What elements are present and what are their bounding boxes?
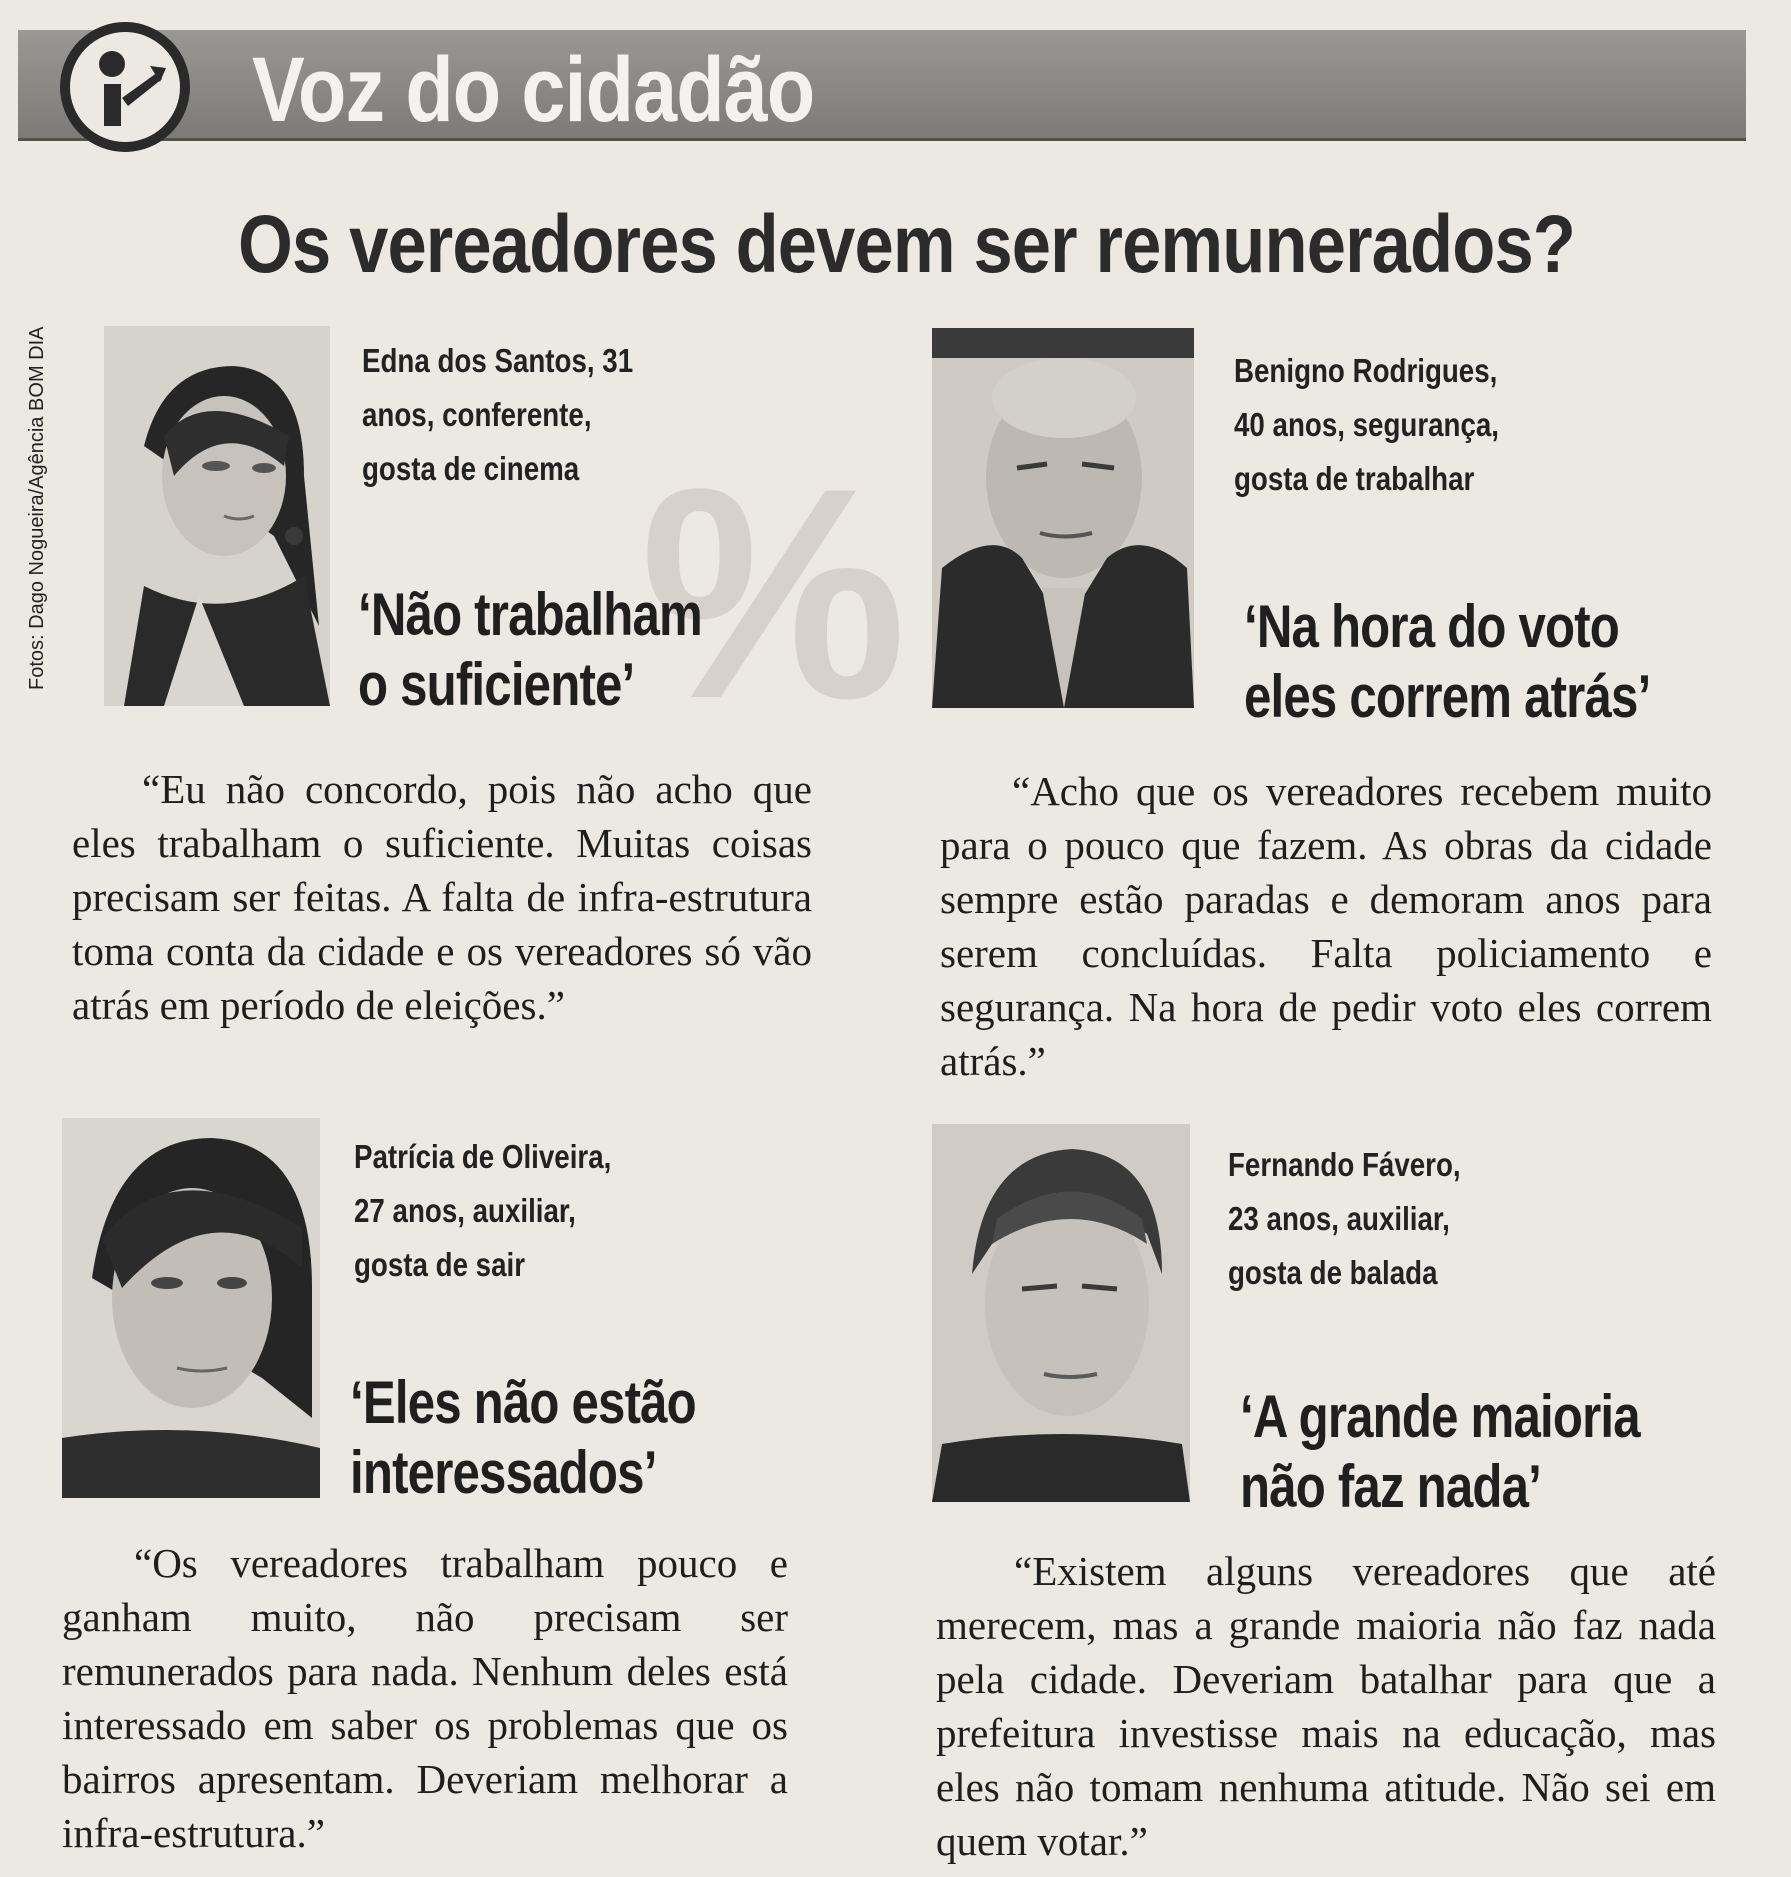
quote-title-line: o suficiente’ bbox=[358, 651, 635, 718]
person-name: Edna dos Santos, 31 bbox=[362, 342, 634, 379]
person-bio bbox=[362, 334, 633, 496]
portrait-photo bbox=[104, 326, 330, 706]
bleed-through-texture: % bbox=[640, 425, 897, 761]
person-hobby: gosta de cinema bbox=[362, 450, 580, 487]
person-name: Patrícia de Oliveira, bbox=[354, 1138, 612, 1175]
portrait-photo bbox=[932, 1124, 1190, 1502]
quote-title-line: eles correm atrás’ bbox=[1244, 663, 1651, 730]
person-age-job: 27 anos, auxiliar, bbox=[354, 1192, 576, 1229]
person-name: Benigno Rodrigues, bbox=[1234, 352, 1498, 389]
person-hobby: gosta de balada bbox=[1228, 1254, 1438, 1291]
person-bio bbox=[354, 1130, 611, 1292]
quote-text: “Eu não concordo, pois não acho que eles trabalham o suficiente. Muitas coisas precisam ser feitas. A falta de infra-estrutura toma conta da cidade e os vereadores só vão atrás em período de eleições.” bbox=[72, 766, 812, 1028]
person-age-job: anos, conferente, bbox=[362, 396, 592, 433]
quote-title bbox=[358, 580, 702, 720]
person-age-job: 23 anos, auxiliar, bbox=[1228, 1200, 1450, 1237]
quote-text: “Existem alguns vereadores que até merecem, mas a grande maioria não faz nada pela cidade. Deveriam batalhar para que a prefeitura investisse mais na educação, mas eles não tomam nenhuma atitude. Não sei em quem votar.” bbox=[936, 1548, 1716, 1864]
info-person-icon bbox=[60, 22, 190, 152]
photo-credit: Fotos: Dago Nogueira/Agência BOM DIA bbox=[26, 326, 48, 690]
quote-title bbox=[1240, 1382, 1640, 1522]
person-hobby: gosta de sair bbox=[354, 1246, 526, 1283]
quote-title bbox=[350, 1368, 696, 1508]
quote-title-line: ‘Eles não estão bbox=[350, 1369, 696, 1436]
quote-title-line: ‘A grande maioria bbox=[1240, 1383, 1640, 1450]
quote-title-line: interessados’ bbox=[350, 1439, 657, 1506]
section-title: Voz do cidadão bbox=[252, 39, 815, 141]
quote-text: “Os vereadores trabalham pouco e ganham muito, não precisam ser remunerados para nada. Nenhum deles está interessado em saber os problemas que os bairros apresentam. Deveriam melhorar a infra-estrutura.” bbox=[62, 1540, 788, 1856]
quote-title-line: ‘Na hora do voto bbox=[1244, 593, 1620, 660]
person-hobby: gosta de trabalhar bbox=[1234, 460, 1475, 497]
portrait-photo bbox=[932, 328, 1194, 708]
quote-title-line: não faz nada’ bbox=[1240, 1453, 1542, 1520]
person-name: Fernando Fávero, bbox=[1228, 1146, 1461, 1183]
quote-text: “Acho que os vereadores recebem muito para o pouco que fazem. As obras da cidade sempre estão paradas e demoram anos para serem concluídas. Falta policiamento e segurança. Na hora de pedir voto eles correm atrás.” bbox=[940, 768, 1712, 1084]
page-headline: Os vereadores devem ser remunerados? bbox=[238, 199, 1576, 290]
quote-title bbox=[1244, 592, 1650, 732]
person-age-job: 40 anos, segurança, bbox=[1234, 406, 1500, 443]
person-bio bbox=[1228, 1138, 1461, 1300]
portrait-photo bbox=[62, 1118, 320, 1498]
quote-title-line: ‘Não trabalham bbox=[358, 581, 702, 648]
person-bio bbox=[1234, 344, 1499, 506]
